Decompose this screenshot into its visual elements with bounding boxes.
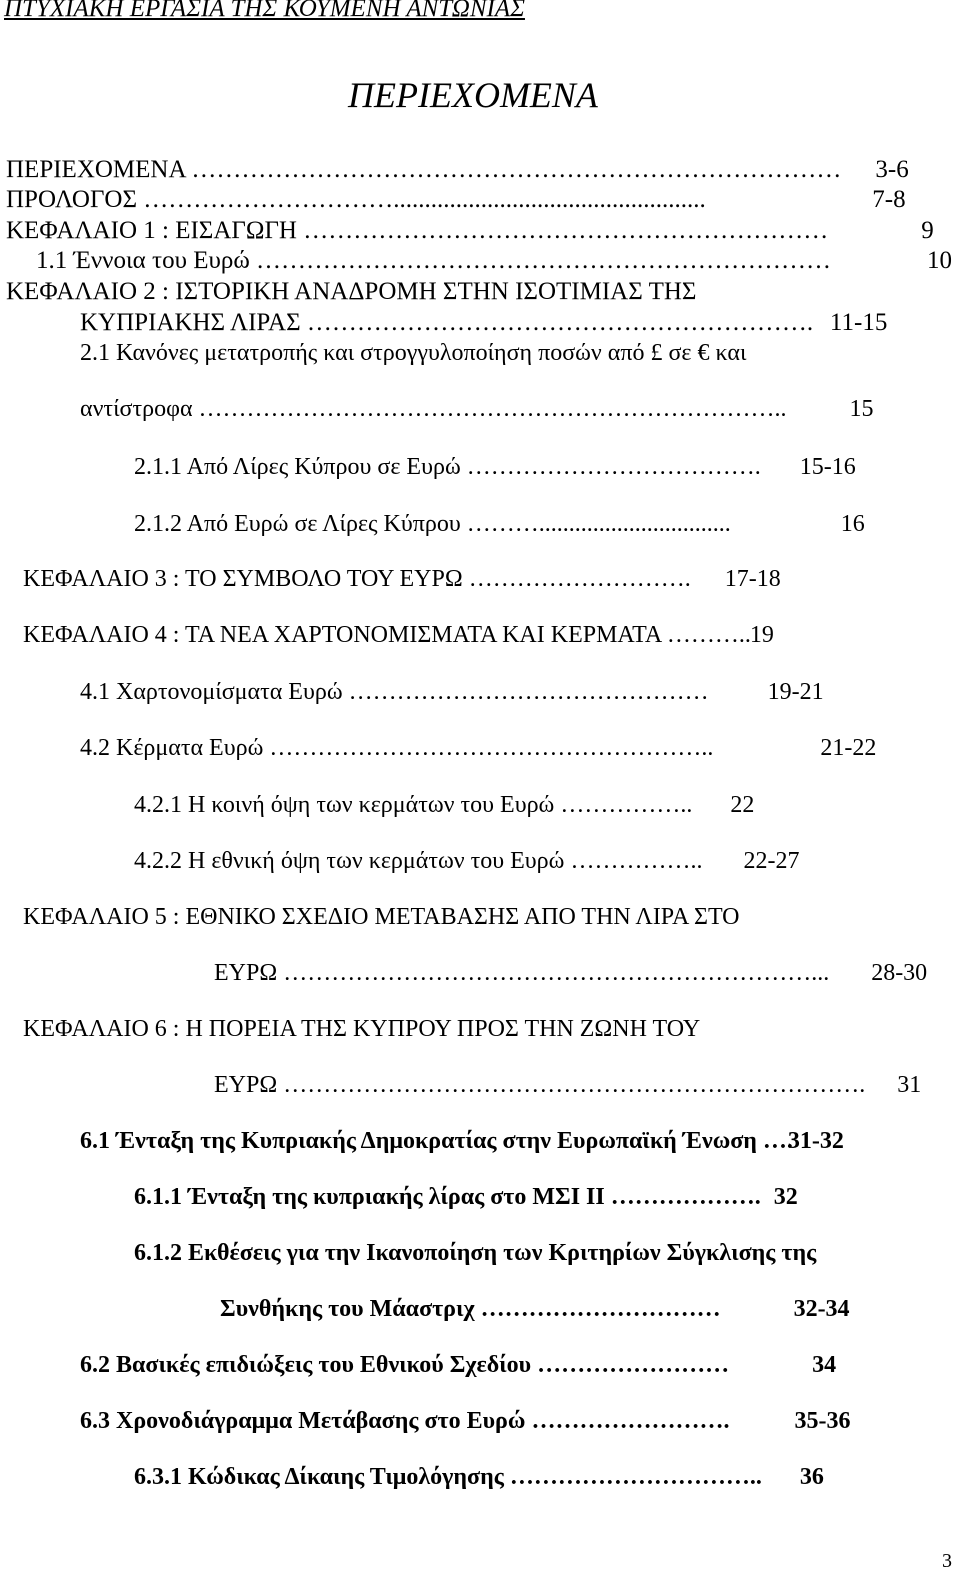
toc-leader: ………………. — [610, 1184, 761, 1210]
toc-entry-title: ΚΕΦΑΛΑΙΟ 3 : ΤΟ ΣΥΜΒΟΛΟ ΤΟΥ ΕΥΡΩ — [23, 566, 463, 592]
toc-entry — [80, 1129, 844, 1153]
page-title: ΠΕΡΙΕΧΟΜΕΝΑ — [348, 75, 598, 115]
toc-entry — [220, 1297, 850, 1321]
toc-leader: ………………………… — [480, 1296, 721, 1322]
toc-page-number: 34 — [812, 1352, 837, 1378]
toc-entry — [80, 310, 887, 335]
toc-page-number: 22 — [730, 792, 755, 818]
toc-entry-title: Συνθήκης του Μάαστριχ — [220, 1296, 475, 1322]
toc-leader: ……………………. — [531, 1408, 730, 1434]
toc-entry — [6, 157, 909, 182]
toc-entry-title: 2.1.2 Από Ευρώ σε Λίρες Κύπρου — [134, 511, 461, 537]
toc-page-number: 9 — [921, 217, 934, 244]
toc-entry-title: 4.2 Κέρματα Ευρώ — [80, 735, 264, 761]
toc-entry — [214, 1073, 921, 1097]
toc-leader: ……………………………………………………… — [303, 217, 829, 244]
toc-leader: ……………………………………………….. — [269, 735, 714, 761]
toc-entry — [6, 279, 696, 304]
toc-leader: …………………………………………………………… — [256, 247, 832, 274]
toc-leader: …………………………………………………………………… — [191, 156, 842, 183]
toc-entry-title: 4.2.2 Η εθνική όψη των κερμάτων του Ευρώ — [134, 848, 565, 874]
toc-entry — [36, 248, 952, 273]
toc-entry — [23, 905, 740, 929]
toc-page-number: 7-8 — [872, 186, 906, 213]
toc-page-number: 17-18 — [724, 566, 781, 592]
toc-page-number: 36 — [799, 1464, 824, 1490]
toc-entry-title: 2.1 Κανόνες μετατροπής και στρογγυλοποίηση ποσών από £ σε € και — [80, 340, 747, 366]
toc-entry-title: 6.3.1 Κώδικας Δίκαιης Τιμολόγησης — [134, 1464, 504, 1490]
toc-page-number: 21-22 — [820, 735, 877, 761]
toc-entry-title: 1.1 Έννοια του Ευρώ — [36, 247, 250, 274]
toc-leader: ……………………………………………………. — [306, 309, 814, 336]
toc-page-number: 19 — [749, 622, 774, 648]
toc-entry — [6, 187, 906, 212]
toc-page-number: 16 — [840, 511, 865, 537]
toc-entry-title: 6.3 Χρονοδιάγραμμα Μετάβασης στο Ευρώ — [80, 1408, 526, 1434]
toc-entry — [80, 1409, 850, 1433]
toc-entry — [134, 455, 856, 479]
toc-leader: ………................................ — [466, 511, 731, 537]
toc-page-number: 32-34 — [793, 1296, 850, 1322]
toc-page-number: 3-6 — [875, 156, 909, 183]
toc-entry-title: ΚΥΠΡΙΑΚΗΣ ΛΙΡΑΣ — [80, 309, 301, 336]
toc-entry-title: ΚΕΦΑΛΑΙΟ 4 : ΤΑ ΝΕΑ ΧΑΡΤΟΝΟΜΙΣΜΑΤΑ ΚΑΙ ΚΕΡΜΑΤΑ — [23, 622, 661, 648]
toc-page-number: 28-30 — [871, 960, 928, 986]
toc-leader: ………………………. — [468, 566, 691, 592]
toc-entry — [134, 849, 799, 873]
toc-leader: ………………………….................................................. — [143, 186, 706, 213]
toc-entry-title: αντίστροφα — [80, 396, 193, 422]
toc-page-number: 35-36 — [794, 1408, 851, 1434]
toc-leader: …………….. — [570, 848, 703, 874]
toc-page-number: 32 — [773, 1184, 798, 1210]
toc-entry-title: ΚΕΦΑΛΑΙΟ 2 : ΙΣΤΟΡΙΚΗ ΑΝΑΔΡΟΜΗ ΣΤΗΝ ΙΣΟΤΙΜΙΑΣ ΤΗΣ — [6, 278, 697, 305]
toc-entry-title: ΚΕΦΑΛΑΙΟ 6 : Η ΠΟΡΕΙΑ ΤΗΣ ΚΥΠΡΟΥ ΠΡΟΣ ΤΗΝ ΖΩΝΗ ΤΟΥ — [23, 1016, 701, 1042]
toc-entry-title: ΠΡΟΛΟΓΟΣ — [6, 186, 138, 213]
toc-leader: …………………… — [537, 1352, 730, 1378]
toc-entry — [134, 1465, 824, 1489]
toc-entry — [23, 1017, 700, 1041]
toc-leader: ………………………….. — [509, 1464, 762, 1490]
toc-entry-title: 2.1.1 Από Λίρες Κύπρου σε Ευρώ — [134, 454, 461, 480]
toc-page-number: 31-32 — [787, 1128, 844, 1154]
toc-leader: ………………………………. — [466, 454, 761, 480]
toc-page-number: 19-21 — [767, 679, 824, 705]
toc-entry — [23, 623, 774, 647]
toc-leader: ……………………………………… — [348, 679, 709, 705]
toc-entry-title: 6.1.1 Ένταξη της κυπριακής λίρας στο ΜΣΙ ΙΙ — [134, 1184, 605, 1210]
toc-page-number: 15 — [849, 396, 874, 422]
toc-entry-title: ΚΕΦΑΛΑΙΟ 5 : ΕΘΝΙΚΟ ΣΧΕΔΙΟ ΜΕΤΑΒΑΣΗΣ ΑΠΟ ΤΗΝ ΛΙΡΑ ΣΤΟ — [23, 904, 740, 930]
toc-entry-title: 6.1 Ένταξη της Κυπριακής Δημοκρατίας στην Ευρωπαϊκή Ένωση — [80, 1128, 757, 1154]
toc-leader: …. — [762, 1128, 793, 1154]
toc-entry-title: ΕΥΡΩ — [214, 1072, 278, 1098]
toc-entry — [80, 736, 876, 760]
toc-entry-title: 4.1 Χαρτονομίσματα Ευρώ — [80, 679, 343, 705]
toc-page-number: 22-27 — [743, 848, 800, 874]
toc-leader: …………………………………………………………... — [283, 960, 830, 986]
toc-entry — [134, 1241, 816, 1265]
toc-leader: ……………………………………………………………….. — [198, 396, 787, 422]
document-header: ΠΤΥΧΙΑΚΗ ΕΡΓΑΣΙΑ ΤΗΣ ΚΟΥΜΕΝΗ ΑΝΤΩΝΙΑΣ — [4, 0, 525, 22]
toc-entry — [80, 1353, 836, 1377]
toc-page-number: 11-15 — [829, 309, 888, 336]
page-number: 3 — [942, 1550, 952, 1572]
toc-entry-title: 4.2.1 Η κοινή όψη των κερμάτων του Ευρώ — [134, 792, 555, 818]
toc-entry — [80, 341, 746, 365]
toc-entry — [134, 793, 754, 817]
toc-leader: …………….. — [560, 792, 693, 818]
toc-entry-title: 6.2 Βασικές επιδιώξεις του Εθνικού Σχεδίου — [80, 1352, 532, 1378]
toc-page-number: 15-16 — [799, 454, 856, 480]
toc-entry — [80, 680, 824, 704]
toc-entry — [134, 1185, 798, 1209]
toc-leader: ……….. — [666, 622, 751, 648]
toc-entry-title: ΠΕΡΙΕΧΟΜΕΝΑ — [6, 156, 186, 183]
toc-entry-title: 6.1.2 Εκθέσεις για την Ικανοποίηση των Κριτηρίων Σύγκλισης της — [134, 1240, 817, 1266]
toc-leader: ………………………………………………………………. — [283, 1072, 866, 1098]
toc-entry — [23, 567, 781, 591]
toc-entry — [80, 397, 874, 421]
toc-page-number: 10 — [927, 247, 953, 274]
toc-entry — [134, 512, 865, 536]
toc-page-number: 31 — [897, 1072, 922, 1098]
toc-entry — [6, 218, 934, 243]
toc-entry-title: ΕΥΡΩ — [214, 960, 278, 986]
toc-entry — [214, 961, 927, 985]
toc-entry-title: ΚΕΦΑΛΑΙΟ 1 : ΕΙΣΑΓΩΓΗ — [6, 217, 297, 244]
